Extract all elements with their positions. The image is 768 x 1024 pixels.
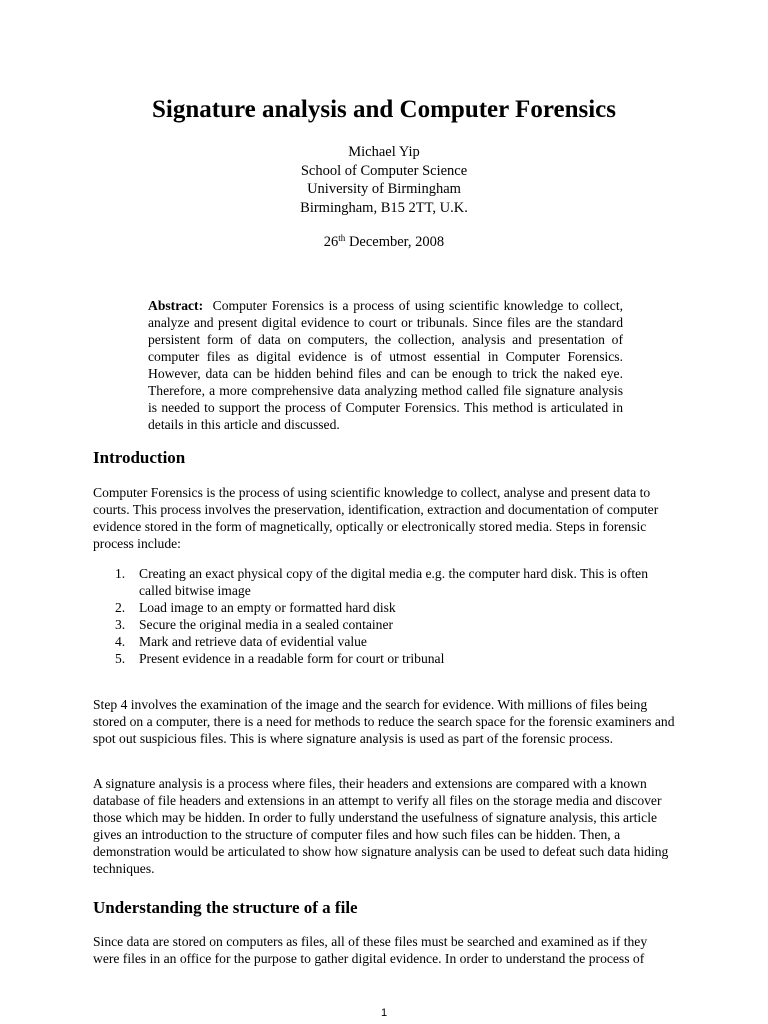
introduction-paragraph-3: A signature analysis is a process where files, their headers and extensions are compared with a known database of file headers and extensions in an attempt to verify all files on the storage media and discover those which may be hidden. In order to fully understand the usefulness of signature analysis, this article gives an introduction to the structure of computer files and how such files can be hidden. Then, a demonstration would be articulated to show how signature analysis can be used to defeat such data hiding techniques. xyxy=(93,776,669,876)
list-item xyxy=(93,599,675,616)
author-name: Michael Yip xyxy=(348,144,420,160)
paper-title: Signature analysis and Computer Forensics xyxy=(152,96,616,123)
page-number: 1 xyxy=(380,1007,388,1019)
list-item-text: Creating an exact physical copy of the digital media e.g. the computer hard disk. This is often called bitwise image xyxy=(139,566,648,598)
author-block xyxy=(0,143,768,217)
forensic-steps-list xyxy=(93,565,675,667)
list-item-number: 3. xyxy=(115,617,126,632)
author-university: University of Birmingham xyxy=(307,181,461,197)
list-item-number: 2. xyxy=(115,600,126,615)
introduction-paragraph-2: Step 4 involves the examination of the image and the search for evidence. With millions of files being stored on a computer, there is a need for methods to reduce the search space for the forensic examiners and spot out suspicious files. This is where signature analysis is used as part of the forensic process. xyxy=(93,697,675,746)
author-school: School of Computer Science xyxy=(300,162,468,179)
abstract-text: Computer Forensics is a process of using scientific knowledge to collect, analyze and present digital evidence to court or tribunals. Since files are the standard persistent form of data on computers, the collection, analysis and presentation of computer files as digital evidence is of utmost essential in Computer Forensics. However, data can be hidden behind files and can be enough to trick the naked eye. Therefore, a more comprehensive data analyzing method called file signature analysis is needed to support the process of Computer Forensics. This method is articulated in details in this article and discussed. xyxy=(148,298,623,432)
list-item-text: Mark and retrieve data of evidential value xyxy=(139,634,367,649)
author-address: Birmingham, B15 2TT, U.K. xyxy=(300,199,468,216)
list-item-number: 5. xyxy=(115,651,126,666)
list-item-number: 4. xyxy=(115,634,126,649)
date-day: 26 xyxy=(323,234,339,250)
list-item-text: Secure the original media in a sealed container xyxy=(139,617,394,632)
list-item xyxy=(93,616,675,633)
list-item xyxy=(93,650,675,667)
abstract-label: Abstract: xyxy=(148,298,204,313)
heading-introduction: Introduction xyxy=(93,448,186,467)
list-item-number: 1. xyxy=(115,566,126,581)
heading-file-structure: Understanding the structure of a file xyxy=(93,898,358,917)
list-item-text: Load image to an empty or formatted hard disk xyxy=(139,600,396,615)
file-structure-paragraph-1: Since data are stored on computers as files, all of these files must be searched and examined as if they were files in an office for the purpose to gather digital evidence. In order to understand the process of xyxy=(93,934,648,966)
introduction-paragraph-1: Computer Forensics is the process of using scientific knowledge to collect, analyse and present data to courts. This process involves the preservation, identification, extraction and documentation of computer evidence stored in the form of magnetically, optically or electronically stored media. Steps in forensic process include: xyxy=(93,485,659,551)
list-item xyxy=(93,633,675,650)
date-suffix: th xyxy=(338,233,346,243)
abstract xyxy=(148,297,623,433)
list-item xyxy=(93,565,675,599)
date-rest: December, 2008 xyxy=(345,234,445,250)
list-item-text: Present evidence in a readable form for court or tribunal xyxy=(139,651,445,666)
publication-date xyxy=(0,233,768,251)
